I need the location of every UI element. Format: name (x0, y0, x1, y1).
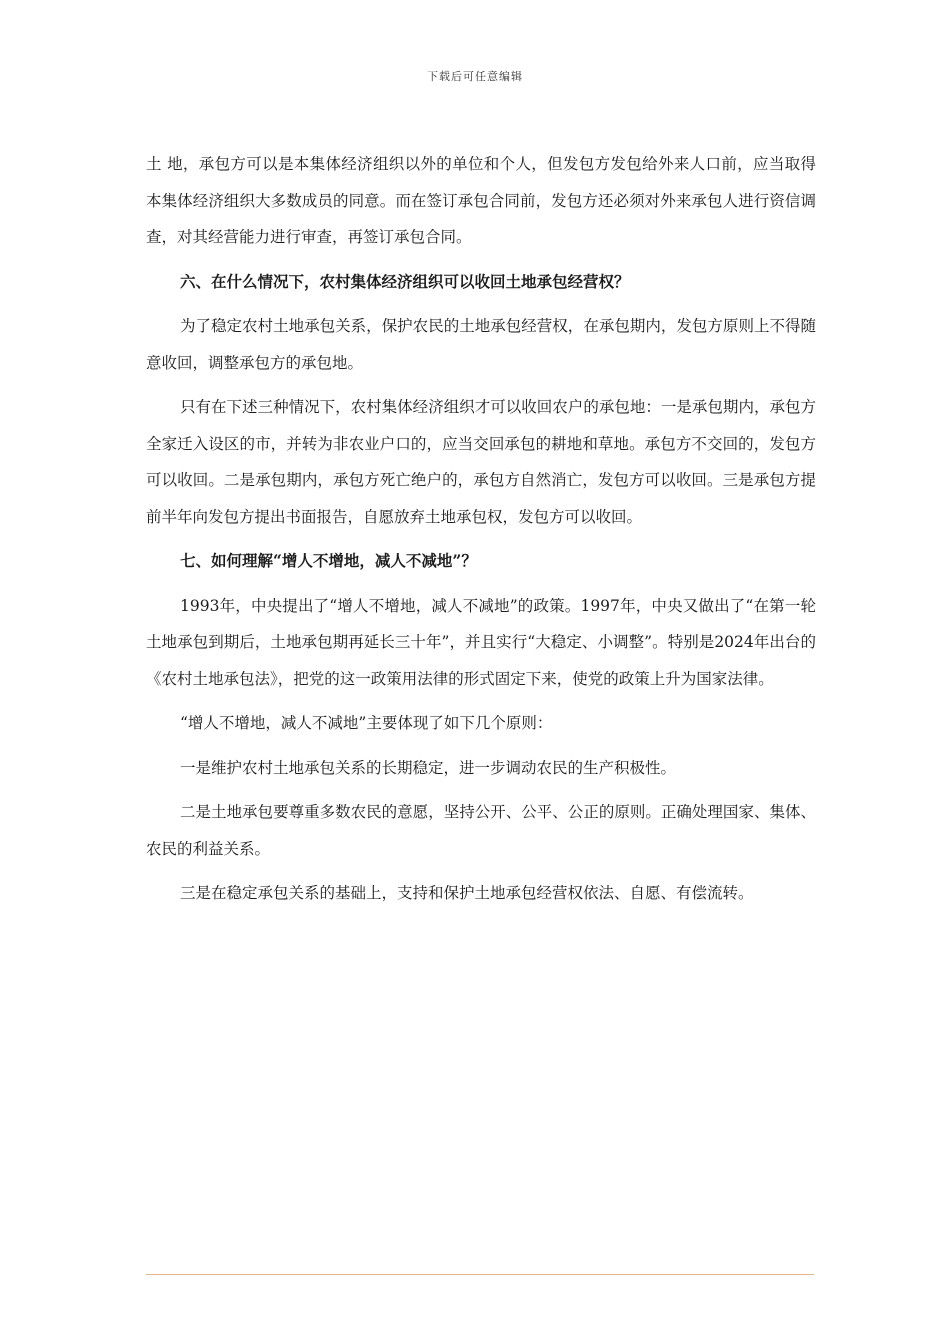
section-heading-6: 六、在什么情况下，农村集体经济组织可以收回土地承包经营权？ (180, 271, 630, 291)
principle-item: 一是维护农村土地承包关系的长期稳定，进一步调动农民的生产积极性。 (180, 758, 677, 777)
principle-item: 三是在稳定承包关系的基础上，支持和保护土地承包经营权依法、自愿、有偿流转。 (180, 884, 754, 902)
section-heading-7: 七、如何理解“增人不增地，减人不减地”？ (180, 551, 477, 570)
principle-item: 二是土地承包要尊重多数农民的意愿，坚持公开、公平、公正的原则。正确处理国家、集体、农民的利益关系。 (146, 803, 816, 858)
footer-divider (146, 1274, 814, 1275)
paragraph: 只有在下述三种情况下，农村集体经济组织才可以收回农户的承包地：一是承包期内，承包方全家迁入设区的市，并转为非农业户口的，应当交回承包的耕地和草地。承包方不交回的，发包方可以收回。二是承包期内，承包方死亡绝户的，承包方自然消亡，发包方可以收回。三是承包方提前半年向发包方提出书面报告，自愿放弃土地承包权，发包方可以收回。 (146, 398, 816, 526)
paragraph: 为了稳定农村土地承包关系，保护农民的土地承包经营权，在承包期内，发包方原则上不得随意收回，调整承包方的承包地。 (146, 317, 816, 372)
page-header: 下载后可任意编辑 (427, 70, 523, 83)
paragraph-continuation: 土 地，承包方可以是本集体经济组织以外的单位和个人，但发包方发包给外来人口前，应当取得本集体经济组织大多数成员的同意。而在签订承包合同前，发包方还必须对外来承包人进行资信调查，对其经营能力进行审查，再签订承包合同。 (146, 155, 816, 246)
paragraph: 1993年，中央提出了“增人不增地，减人不减地”的政策。1997年，中央又做出了“在第一轮土地承包到期后，土地承包期再延长三十年”，并且实行“大稳定、小调整”。特别是2024年出台的《农村土地承包法》，把党的这一政策用法律的形式固定下来，使党的政策上升为国家法律。 (146, 596, 816, 688)
paragraph: “增人不增地，减人不减地”主要体现了如下几个原则： (180, 714, 553, 732)
document-body (146, 146, 816, 920)
